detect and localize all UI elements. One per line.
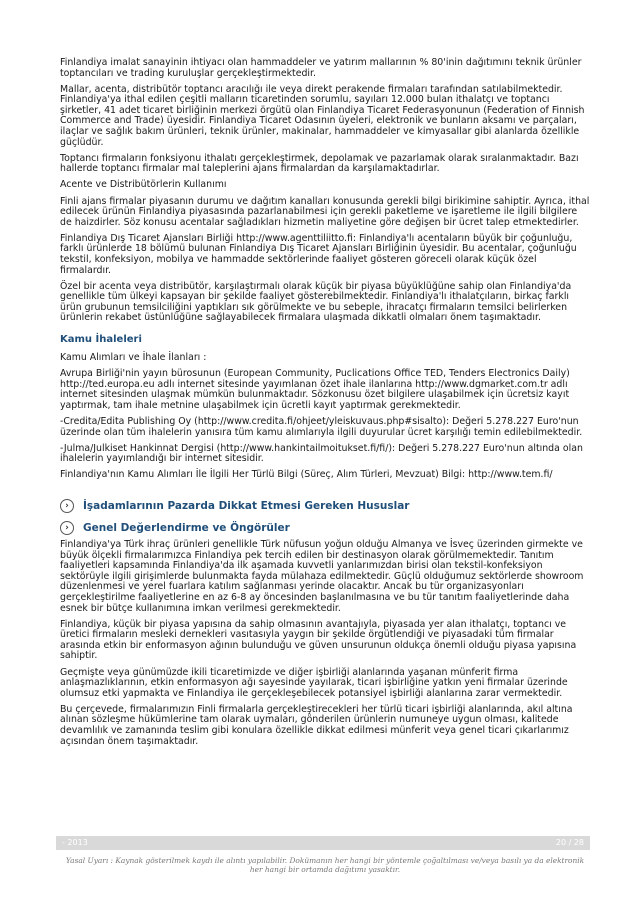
paragraph: Finlandiya, küçük bir piyasa yapısına da sahip olmasının avantajıyla, piyasada yer alan ithalatçı, toptancı ve üretici firmaların mesleki dernekleri vasıtasıyla yaygın bir şekilde örgütlendiği ve piyasadaki tüm firmalar arasında etkin bir enformasyon ağının bulunduğu ve güven unsurunun oldukça önemli olduğu piyasa yapısına sahiptir. [60, 618, 577, 662]
page-footer-bar [56, 836, 590, 850]
heading-text: Genel Değerlendirme ve Öngörüler [83, 522, 290, 534]
paragraph: Bu çerçevede, firmalarımızın Finli firmalarla gerçekleştirecekleri her türlü ticari işbirliği alanlarında, akıl altına alınan sözleşme hükümlerine tam olarak uymaları, gönderilen ürünlerin numuneye uygun olması, kalitede devamlılık ve zamanında teslim gibi konulara özellikle dikkat edilmesi münferit veya genel ticari çıkarlarımız açısından önem taşımaktadır. [60, 703, 573, 747]
kamu-subheading: Kamu Alımları ve İhale İlanları : [60, 352, 207, 364]
footer-year: - 2013 [62, 838, 88, 847]
paragraph: Mallar, acenta, distribütör toptancı aracılığı ile veya direkt perakende firmaları tarafından satılabilmektedir. Finlandiya'ya ithal edilen çeşitli malların ticaretinden sorumlu, sayıları 12.000 bulan ithalatçı ve toptancı şirketler, 41 adet ticaret birliğinin merkezi örgütü olan Finlandiya Ticaret Federasyonunun (Federation of Finnish Commerce and Trade) üyesidir. Finlandiya Ticaret Odasının üyeleri, elektronik ve bunların aksamı ve parçaları, ilaçlar ve sağlık bakım ürünleri, teknik ürünler, makinalar, hammaddeler ve kimyasallar gibi alanlarda özellikle güçlüdür. [60, 83, 585, 148]
legal-notice: Yasal Uyarı : Kaynak gösterilmek kaydı ile alıntı yapılabilir. Dokümanın her hangi bir yöntemle çoğaltılması ve/veya basılı ya da elektronik her hangi bir ortamda dağıtımı yasaktır. [65, 856, 585, 874]
paragraph: Finlandiya'ya Türk ihraç ürünleri genellikle Türk nüfusun yoğun olduğu Almanya ve İsveç üzerinden girmekte ve büyük ölçekli firmalarımızca Finlandiya pek tercih edilen bir destinasyon olarak görülmemektedir. Tanıtım faaliyetleri kapsamında Finlandiya'da ilk aşamada kuvvetli yanlarımızdan birisi olan tekstil-konfeksiyon sektörüyle ilgili girişimlerde bulunmakta fayda mülahaza edilmektedir. Güçlü olduğumuz sektörlerde showroom düzenlenmesi ve yerel fuarlara katılım sağlanması yerinde olacaktır. Ancak bu tür organizasyonları gerçekleştirilme faaliyetlerine en az 6-8 ay öncesinden başlanılmasına ve bu tür tanıtım faaliyetlerinde daha esnek bir bütçe kullanımına imkan verilmesi gerekmektedir. [60, 539, 584, 614]
page-number: 20 / 28 [555, 838, 584, 847]
agent-heading: Acente ve Distribütörlerin Kullanımı [60, 179, 227, 191]
paragraph: Geçmişte veya günümüzde ikili ticaretimizde ve diğer işbirliği alanlarında yaşanan münferit firma anlaşmazlıklarının, etkin enformasyon ağı sayesinde yayılarak, ticari işbirliğine yatkın yeni firmalar üzerinde olumsuz etki yapmakta ve Finlandiya ile gerçekleşebilecek potansiyel işbirliği alanlarına zarar vermektedir. [60, 666, 568, 699]
heading-text: İşadamlarının Pazarda Dikkat Etmesi Gereken Hususlar [83, 500, 410, 512]
chevron-right-icon: › [60, 499, 74, 513]
paragraph: Finli ajans firmalar piyasanın durumu ve dağıtım kanalları konusunda gerekli bilgi birikimine sahiptir. Ayrıca, ithal edilecek ürünün Finlandiya piyasasında pazarlanabilmesi için gerekli paketleme ve işaretleme ile ilgili bilgilere de haizdirler. Söz konusu acentalar sağladıkları hizmetin maliyetine göre değişen bir ücret talep etmektedirler. [60, 195, 590, 228]
paragraph: Finlandiya Dış Ticaret Ajansları Birliği http://www.agenttiliitto.fi: Finlandiya'lı acentaların büyük bir çoğunluğu, farklı ürünlerde 18 bölümü bulunan Finlandiya Dış Ticaret Ajansları Birliğinin üyesidir. Bu acentalar, çoğunluğu tekstil, konfeksiyon, mobilya ve hammadde sektörlerinde faaliyet gösteren göreceli olarak küçük özel firmalardır. [60, 232, 577, 276]
kamu-section-title: Kamu İhaleleri [60, 334, 142, 346]
paragraph: Avrupa Birliği'nin yayın bürosunun (European Community, Puclications Office TED, Tenders Electronics Daily) http://ted.europa.eu adlı internet sitesinde yayımlanan özet ihale ilanlarına http://www.dgmarket.com.tr adlı internet sitesinden ulaşmak mümkün bulunmaktadır. Sözkonusu özet bilgilere ulaşabilmek için ücretsiz kayıt yaptırmak, tam ihale metnine ulaşabilmek için ücretli kayıt yaptırmak gerekmektedir. [60, 368, 570, 411]
paragraph: Özel bir acenta veya distribütör, karşılaştırmalı olarak küçük bir piyasa büyüklüğüne sahip olan Finlandiya'da genellikle tüm ülkeyi kapsayan bir şekilde faaliyet gösterebilmektedir. Finlandiya'lı ithalatçıların, birkaç farklı ürün grubunun temsilciliğini yaptıkları sık görülmekte ve bu sebeple, ihracatçı firmaların temsilci belirlerken ürünlerin rekabet üstünlüğüne sağlayabilecek firmalara ulaşmada dikkatli olmaları önem taşımaktadır. [60, 280, 572, 324]
paragraph: Finlandiya'nın Kamu Alımları İle İlgili Her Türlü Bilgi (Süreç, Alım Türleri, Mevzuat) Bilgi: http://www.tem.fi/ [60, 469, 553, 481]
section-heading-general [60, 521, 590, 535]
chevron-right-icon: › [60, 521, 74, 535]
document-body [60, 58, 590, 753]
paragraph: -Credita/Edita Publishing Oy (http://www.credita.fi/ohjeet/yleiskuvaus.php#sisalto): Değeri 5.278.227 Euro'nun üzerinde olan tüm ihalelerin yanısıra tüm kamu alımlarıyla ilgili duyurular ücret karşılığı temin edilebilmektedir. [60, 416, 583, 438]
paragraph: Finlandiya imalat sanayinin ihtiyacı olan hammaddeler ve yatırım mallarının % 80'inin dağıtımını teknik ürünler toptancıları ve trading kuruluşlar gerçekleştirmektedir. [60, 57, 582, 79]
paragraph: -Julma/Julkiset Hankinnat Dergisi (http://www.hankintailmoitukset.fi/fi/): Değeri 5.278.227 Euro'nun altında olan ihalelerin yayımlandığı bir internet sitesidir. [60, 442, 583, 465]
paragraph: Toptancı firmaların fonksiyonu ithalatı gerçekleştirmek, depolamak ve pazarlamak olarak sıralanmaktadır. Bazı hallerde toptancı firmalar mal taleplerini ajans firmalardan da karşılamaktadırlar. [60, 152, 579, 175]
section-heading-businessmen [60, 499, 590, 513]
